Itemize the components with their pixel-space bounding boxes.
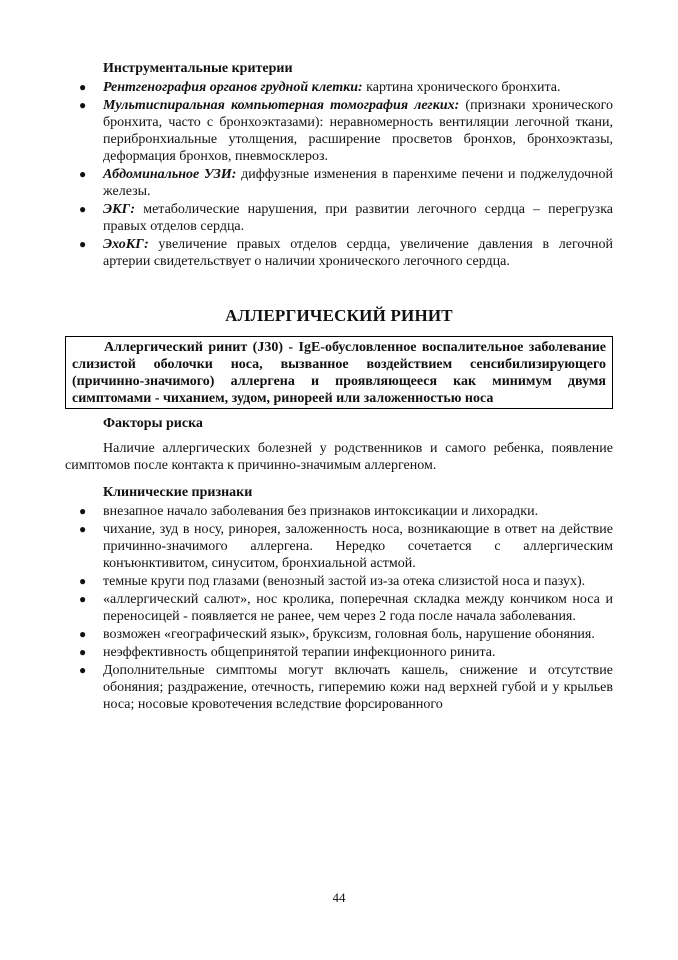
- list-item: [65, 97, 613, 165]
- clinical-heading: Клинические признаки: [103, 485, 253, 500]
- list-item: [65, 503, 613, 520]
- list-item: [65, 573, 613, 590]
- instrumental-heading: Инструментальные критерии: [103, 61, 293, 76]
- bullet-icon: ●: [79, 645, 87, 659]
- risk-heading: Факторы риска: [103, 416, 203, 431]
- item-text: картина хронического бронхита.: [362, 80, 561, 95]
- list-item: [65, 591, 613, 625]
- definition-box: Аллергический ринит (J30) - IgE-обусловленное воспалительное заболевание слизистой оболочки носа, вызванное воздействием сенсибилизирующего (причинно-значимого) аллергена и проявляющееся как минимум двумя симптомами - чиханием, зудом, ринореей или заложенностью носа: [65, 336, 613, 409]
- clinical-list: [65, 503, 613, 713]
- item-term: ЭхоКГ:: [103, 237, 149, 252]
- section-title: АЛЛЕРГИЧЕСКИЙ РИНИТ: [225, 306, 453, 325]
- bullet-icon: ●: [79, 627, 87, 641]
- item-text: увеличение правых отделов сердца, увеличение давления в легочной артерии свидетельствует о наличии хронического легочного сердца.: [103, 237, 613, 269]
- instrumental-list: [65, 79, 613, 270]
- item-text: чихание, зуд в носу, ринорея, заложенность носа, возникающие в ответ на действие причинно-значимого аллергена. Нередко сочетается с аллергическим конъюнктивитом, синуситом, бронхиальной астмой.: [103, 522, 613, 571]
- item-term: Абдоминальное УЗИ:: [103, 167, 237, 182]
- item-term: Мультиспиральная компьютерная томография легких:: [103, 98, 460, 113]
- item-text: темные круги под глазами (венозный застой из-за отека слизистой носа и пазух).: [103, 574, 586, 589]
- item-text: диффузные изменения в паренхиме печени и поджелудочной железы.: [103, 167, 613, 199]
- list-item: [65, 236, 613, 270]
- item-text: метаболические нарушения, при развитии легочного сердца – перегрузка правых отделов сердца.: [103, 202, 613, 234]
- item-text: внезапное начало заболевания без признаков интоксикации и лихорадки.: [103, 504, 539, 519]
- bullet-icon: ●: [79, 167, 87, 181]
- bullet-icon: ●: [79, 98, 87, 112]
- bullet-icon: ●: [79, 237, 87, 251]
- list-item: [65, 201, 613, 235]
- risk-paragraph: Наличие аллергических болезней у родственников и самого ребенка, появление симптомов после контакта к причинно-значимым аллергеном.: [65, 441, 613, 473]
- page-number: 44: [332, 890, 346, 905]
- bullet-icon: ●: [79, 574, 87, 588]
- item-text: (признаки хронического бронхита, часто с бронхоэктазами): неравномерность вентиляции легочной ткани, перибронхиальные утолщения, расширение просветов бронхов, бронхоэктазы, деформация бронхов, пневмосклероз.: [103, 98, 614, 164]
- item-text: «аллергический салют», нос кролика, поперечная складка между кончиком носа и переносицей - появляется не ранее, чем через 2 года после начала заболевания.: [103, 592, 613, 624]
- item-text: Дополнительные симптомы могут включать кашель, снижение и отсутствие обоняния; раздражение, отечность, гиперемию кожи над верхней губой и у крыльев носа; носовые кровотечения вследствие форсированного: [103, 663, 613, 712]
- bullet-icon: ●: [79, 80, 87, 94]
- bullet-icon: ●: [79, 522, 87, 536]
- list-item: [65, 521, 613, 572]
- list-item: [65, 79, 613, 96]
- list-item: [65, 626, 613, 643]
- bullet-icon: ●: [79, 663, 87, 677]
- item-term: ЭКГ:: [103, 202, 136, 217]
- bullet-icon: ●: [79, 592, 87, 606]
- document-page: [65, 60, 613, 714]
- item-term: Рентгенография органов грудной клетки:: [103, 80, 363, 95]
- bullet-icon: ●: [79, 504, 87, 518]
- item-text: неэффективность общепринятой терапии инфекционного ринита.: [103, 645, 496, 660]
- item-text: возможен «географический язык», бруксизм, головная боль, нарушение обоняния.: [103, 627, 595, 642]
- list-item: [65, 644, 613, 661]
- bullet-icon: ●: [79, 202, 87, 216]
- list-item: [65, 662, 613, 713]
- list-item: [65, 166, 613, 200]
